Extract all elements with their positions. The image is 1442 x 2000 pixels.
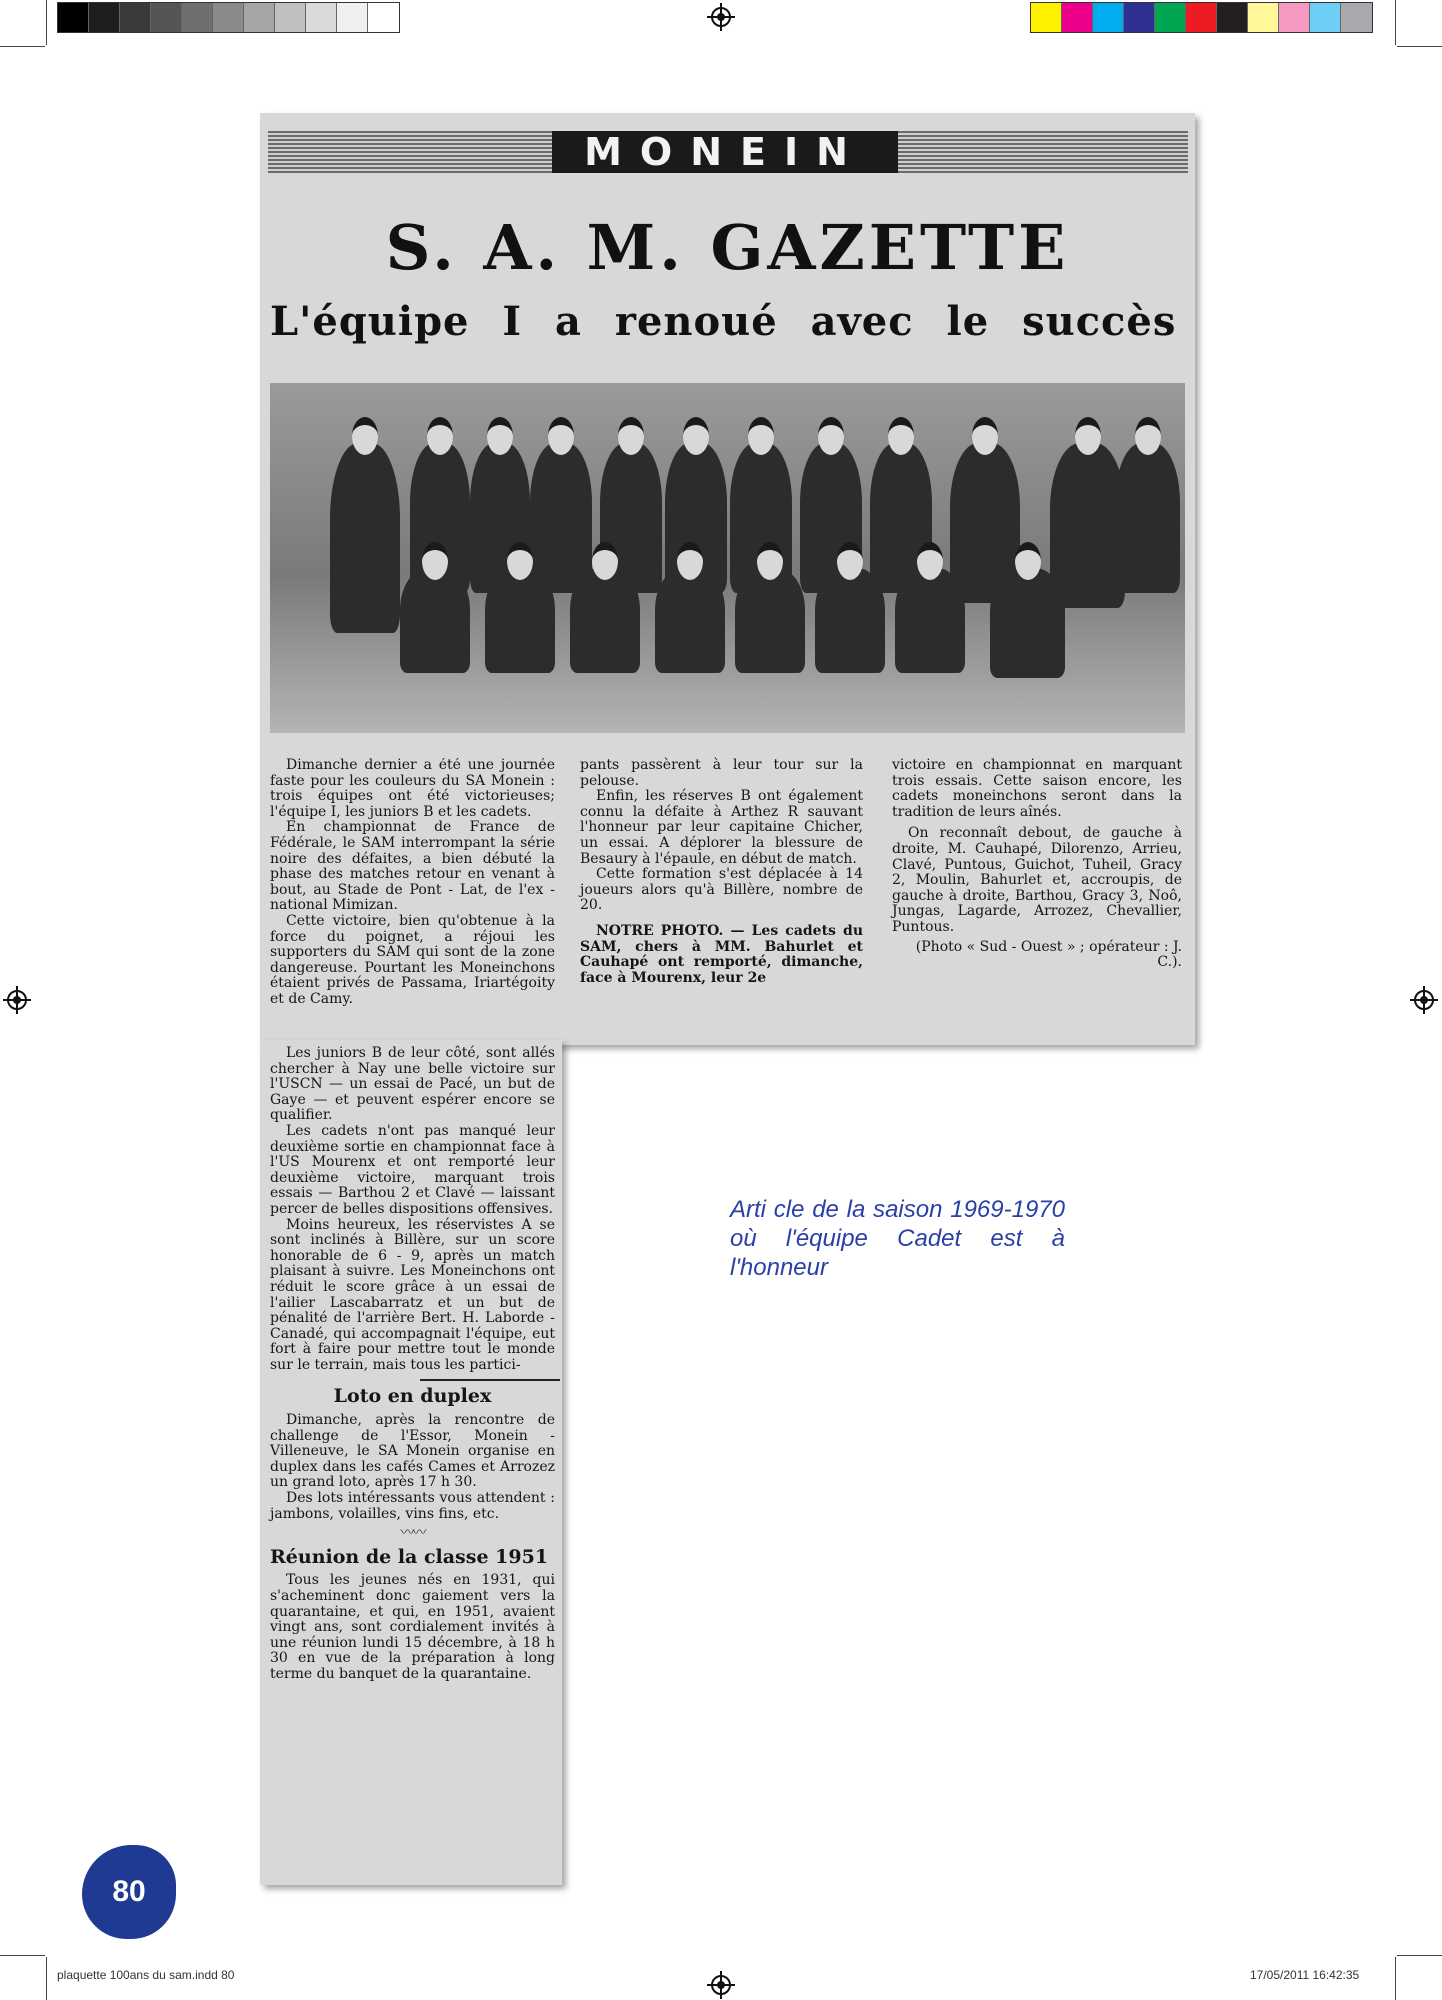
color-swatch [58,3,89,32]
player-silhouette [400,568,470,673]
player-head [677,542,703,580]
photo-names: On reconnaît debout, de gauche à droite, M. Cauhapé, Dilorenzo, Arrieu, Clavé, Puntous, Guichot, Tuheil, Gracy 2, Moulin, Bahurlet et, accroupis, de gauche à droite, Barthou, Gracy 3, Noô, Jungas, Lagarde, Arrozez, Chevallier, Puntous. [892,825,1182,935]
masthead-band [268,131,1188,173]
paragraph: Cette victoire, bien qu'obtenue à la force du poignet, a réjoui les supporters du SAM qui sont de la zone dangereuse. Pourtant les Moneinchons étaient privés de Passama, Iriartégoity et de Camy. [270,912,555,1007]
color-swatch [213,3,244,32]
player-silhouette [735,568,805,673]
player-head [818,417,844,455]
color-swatch [182,3,213,32]
paragraph: victoire en championnat en marquant trois essais. Cette saison encore, les cadets moneinchons seront dans la tradition de leurs aînés. [892,757,1182,820]
player-head [352,417,378,455]
color-swatch [1310,3,1341,32]
player-silhouette [330,443,400,633]
photo-caption: Arti cle de la saison 1969-1970 où l'équipe Cadet est à l'honneur [730,1196,1065,1281]
player-silhouette [1115,443,1180,593]
newspaper-clipping [260,113,1195,1045]
color-swatch [1062,3,1093,32]
registration-mark-icon [711,7,731,27]
paragraph: Des lots intéressants vous attendent : jambons, volailles, vins fins, etc. [270,1490,555,1522]
article-column-1-continued [270,1046,555,1683]
footer-file-name: plaquette 100ans du sam.indd 80 [57,1968,235,1982]
player-head [592,542,618,580]
color-swatch [275,3,306,32]
player-head [1015,542,1041,580]
player-silhouette [895,568,965,673]
color-swatch [306,3,337,32]
color-swatch [1186,3,1217,32]
player-head [487,417,513,455]
paragraph: Dimanche dernier a été une journée faste pour les couleurs du SA Monein : trois équipes ont été victorieuses; l'équipe I, les juniors B et les cadets. [270,758,555,820]
paragraph: Dimanche, après la rencontre de challenge de l'Essor, Monein - Villeneuve, le SA Monein organise en duplex dans les cafés Cames et Arrozez un grand loto, après 17 h 30. [270,1412,555,1491]
player-silhouette [1050,443,1125,608]
color-swatch [89,3,120,32]
color-swatch [1248,3,1279,32]
team-photo [270,383,1185,733]
color-swatch [1217,3,1248,32]
page-number-badge: 80 [82,1845,176,1939]
paragraph: Moins heureux, les réservistes A se sont inclinés à Billère, sur un score honorable de 6 - 9, après un match plaisant à suivre. Les Moneinchons ont réduit le score grâce à un essai de l'ailier Lascabarratz et un but de pénalité de l'arrière Bert. H. Laborde - Canadé, qui accompagnait l'équipe, eut fort à faire pour mettre tout le monde sur le terrain, mais tous les partici- [270,1216,555,1373]
player-head [888,417,914,455]
player-head [422,542,448,580]
paragraph: En championnat de France de Fédérale, le SAM interrompant la série noire des défaites, a bien débuté la phase des matches retour en venant à bout, au Stade de Pont - Lat, de l'ex - national Mimizan. [270,819,555,914]
article-column-3 [892,758,1182,971]
crop-mark [0,1955,45,1956]
player-head [618,417,644,455]
color-swatch [337,3,368,32]
player-head [1075,417,1101,455]
color-swatch [1031,3,1062,32]
crop-mark [1397,46,1442,47]
registration-mark-icon [7,990,27,1010]
registration-mark-icon [1414,990,1434,1010]
player-head [748,417,774,455]
paragraph: Tous les jeunes nés en 1931, qui s'acheminent donc gaiement vers la quarantaine, et qui, en 1951, avaient vingt ans, sont cordialement invités à une réunion lundi 15 décembre, à 18 h 30 en vue de la préparation à long terme du banquet de la quarantaine. [270,1572,555,1682]
player-silhouette [530,443,592,593]
paragraph: Les cadets n'ont pas manqué leur deuxième sortie en championnat face à l'US Mourenx et ont remporté leur deuxième victoire, marquant trois essais — Barthou 2 et Clavé — laissant percer de belles dispositions offensives. [270,1122,555,1217]
player-head [757,542,783,580]
classe-section-title: Réunion de la classe 1951 [270,1545,549,1568]
player-head [507,542,533,580]
photo-credit: (Photo « Sud - Ouest » ; opérateur : J. C.). [915,938,1182,971]
player-silhouette [570,568,640,673]
player-head [548,417,574,455]
paragraph: Enfin, les réserves B ont également connu la défaite à Arthez R sauvant l'honneur par leur capitaine Chicher, un essai. A déplorer la blessure de Besaury à l'épaule, en début de match. [580,788,863,867]
color-swatch [368,3,399,32]
photo-note: NOTRE PHOTO. — Les cadets du SAM, chers à MM. Bahurlet et Cauhapé ont remporté, dimanche, face à Mourenx, leur 2e [580,922,863,986]
ornament-divider: 〰〰 [400,1525,425,1542]
crop-mark [1395,1957,1396,2000]
player-head [427,417,453,455]
footer-timestamp: 17/05/2011 16:42:35 [1250,1968,1360,1982]
newspaper-clipping-continued [260,1040,562,1885]
color-swatch [1279,3,1310,32]
player-head [972,417,998,455]
color-swatch [1124,3,1155,32]
player-head [837,542,863,580]
loto-section-title: Loto en duplex [333,1385,492,1408]
color-swatch [244,3,275,32]
color-swatch [120,3,151,32]
color-swatch [1093,3,1124,32]
article-headline: L'équipe I a renoué avec le succès [270,298,1177,345]
article-column-1 [270,758,555,1048]
player-silhouette [485,568,555,673]
section-divider [420,1379,560,1381]
crop-mark [1397,1955,1442,1956]
crop-mark [1395,0,1396,45]
color-swatch [1155,3,1186,32]
color-swatch [1341,3,1372,32]
player-silhouette [815,568,885,673]
gray-calibration-bar [57,2,400,33]
player-silhouette [990,568,1065,678]
article-title: S. A. M. GAZETTE [385,211,1070,284]
paragraph: pants passèrent à leur tour sur la pelouse. [580,757,863,789]
masthead-title: MONEIN [552,131,898,173]
crop-mark [0,46,45,47]
paragraph: Les juniors B de leur côté, sont allés chercher à Nay une belle victoire sur l'USCN — un essai de Pacé, un but de Gaye — et peuvent espérer encore se qualifier. [270,1045,555,1124]
player-head [1135,417,1161,455]
crop-mark [46,1957,47,2000]
registration-mark-icon [711,1975,731,1995]
player-head [683,417,709,455]
color-calibration-bar [1030,2,1373,33]
player-silhouette [655,568,725,673]
article-column-2 [580,758,863,986]
color-swatch [151,3,182,32]
crop-mark [46,0,47,45]
player-head [917,542,943,580]
paragraph: Cette formation s'est déplacée à 14 joueurs alors qu'à Billère, nombre de 20. [580,866,863,914]
